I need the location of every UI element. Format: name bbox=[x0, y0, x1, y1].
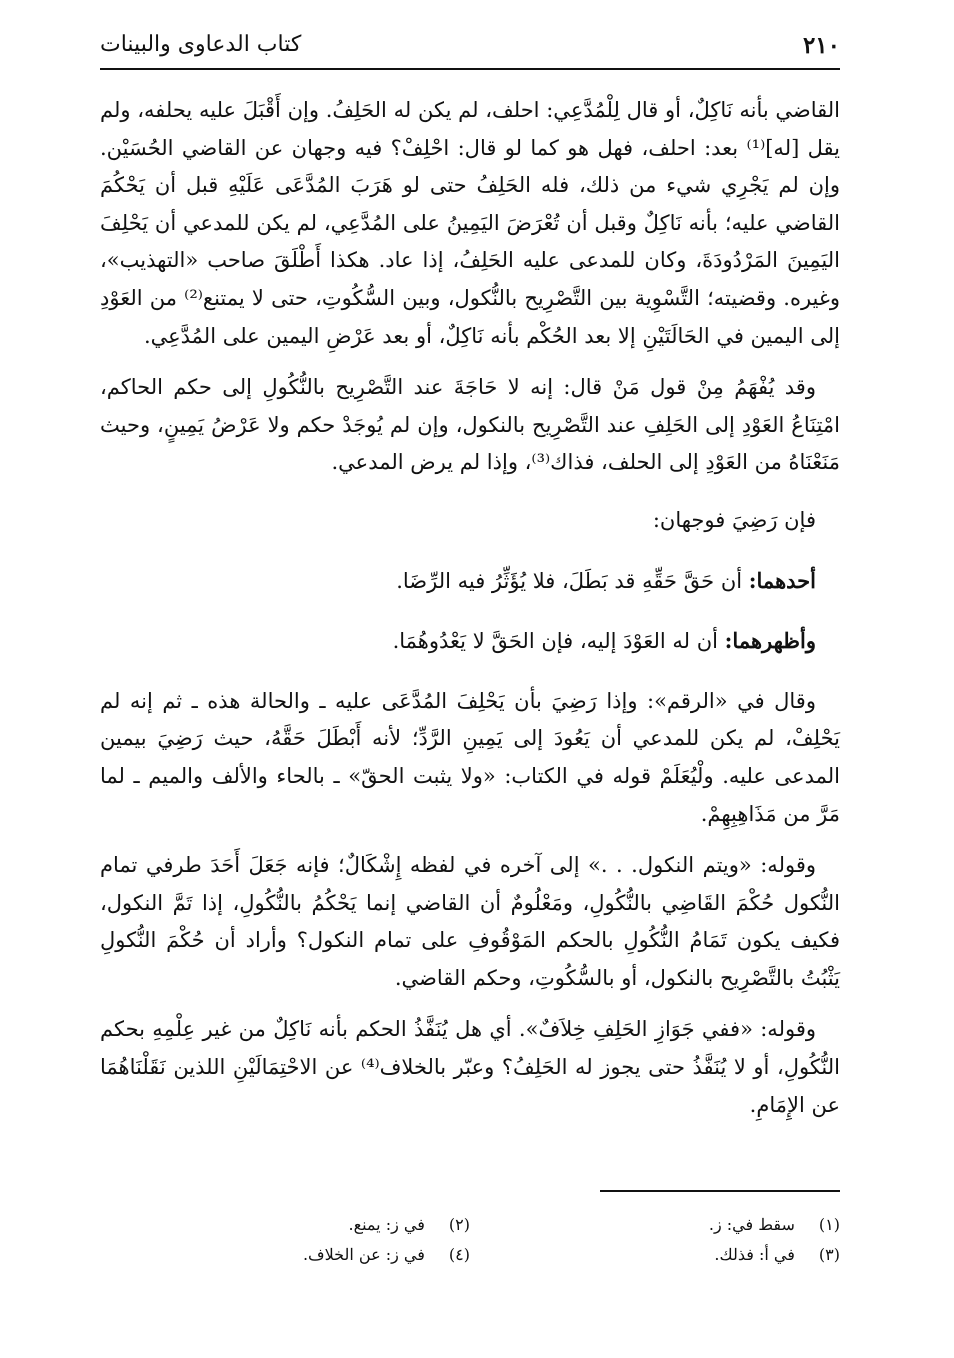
paragraph: القاضي بأنه نَاكِلٌ، أو قال لِلْمُدَّعِي: احلف، لم يكن له الحَلِفُ. وإن أَقْبَلَ عليه يحلفه، ولم يقل [له]⁽¹⁾ بعد: احلف، فهل هو كما لو قال: احْلِفْ؟ فيه وجهان عن القاضي الحُسَيْن. وإن لم يَجْرِي شيء من ذلك، فله الحَلِفُ حتى لو هَرَبَ المُدَّعَى عَلَيْهِ قبل أن يَحْكُمَ القاضي عليه؛ بأنه نَاكِلٌ وقبل أن تُعْرَضَ اليَمِينُ على المُدَّعِي، لم يكن للمدعي أن يَحْلِفَ اليَمِينَ المَرْدُودَةَ، وكان للمدعى عليه الحَلِفُ، إذا عاد. هكذا أَطْلَقَ صاحب «التهذيب»، وغيره. وقضيته؛ التَّسْوِية بين التَّصْرِيح بالنُّكول، وبين السُّكُوتِ، حتى لا يمتنع⁽²⁾ من العَوْدِ إلى اليمين في الحَالَتَيْنِ إلا بعد الحُكْم بأنه نَاكِلٌ، أو بعد عَرْضِ اليمين على المُدَّعِي. bbox=[100, 98, 840, 348]
page bbox=[100, 28, 840, 1264]
footnote-text: في أ: فذلك. bbox=[714, 1245, 795, 1264]
opinion-text: أن حَقَّ حَقِّهِ قد بَطَلَ، فلا يُؤَثِّرُ فيه الرِّضَا. bbox=[396, 568, 743, 593]
running-title: كتاب الدعاوى والبينات bbox=[100, 32, 302, 57]
footnote-number: (٤) bbox=[448, 1245, 470, 1264]
footnote-text: في ز: يمنع. bbox=[348, 1215, 425, 1234]
paragraph: وقال في «الرقم»: وإذا رَضِيَ بأن يَحْلِفَ المُدَّعَى عليه ـ والحالة هذه ـ ثم إنه لم يَحْلِفْ، لم يكن للمدعي أن يَعُودَ إلى يَمِينِ الرَّدِّ؛ لأنه أَبْطَلَ حَقَّهُ، حيث رَضِيَ بيمين المدعى عليه. ولْيُعَلَمْ قوله في الكتاب: «ولا يثبت الحقّ» ـ بالحاء والألف والميم ـ لما مَرَّ من مَذَاهِبِهِمْ. bbox=[100, 688, 840, 826]
footnote-number: (٢) bbox=[448, 1215, 470, 1234]
page-number: ٢١٠ bbox=[802, 32, 840, 59]
footnote bbox=[709, 1210, 840, 1240]
opinion-first bbox=[100, 562, 816, 601]
footnote bbox=[303, 1240, 470, 1270]
opinion-label: وأظهرهما: bbox=[724, 628, 816, 654]
opinion-text: أن له العَوْدَ إليه، فإن الحَقَّ لا يَعْدُوهُمَا. bbox=[392, 629, 718, 654]
paragraph: وقوله: «ويتم النكول. . .» إلى آخره في لفظه إِشْكَالٌ؛ فإنه جَعَلَ أَحَدَ طرفي تمام النُّكول حُكْمَ القَاضِي بالنُّكُولِ، ومَعْلُومٌ أن القاضي إنما يَحْكُمُ بالنُّكُولِ، إذا تَمَّ النكول، فكيف يكون تَمَامُ النُّكُولِ بالحكم المَوْقُوفِ على تمام النكول؟ وأراد أن حُكْمَ النُّكولِ يَثْبُتُ بالتَّصْرِيح بالنكول، أو بالسُّكُوتِ، وحكم القاضي. bbox=[100, 853, 840, 990]
footnote bbox=[349, 1210, 471, 1240]
page-header bbox=[100, 28, 840, 70]
footnote-divider bbox=[600, 1190, 840, 1192]
paragraph: وقد يُفْهَمُ مِنْ قول مَنْ قال: إنه لا حَاجَةَ عند التَّصْرِيح بالنُّكُولِ إلى حكم الحاكم، امْتِنَاعُ العَوْدِ إلى الحَلِفِ عند التَّصْرِيح بالنكول، وإن لم يُوجَدْ حكم ولا عَرْضُ يَمِينٍ، وحيث مَنَعْنَاهُ من العَوْدِ إلى الحلف، فذاك⁽³⁾، وإذا لم يرض المدعي. bbox=[100, 375, 840, 475]
footnote-number: (١) bbox=[818, 1215, 840, 1234]
footnote-text: في ز: عن الخلاف. bbox=[302, 1245, 425, 1264]
main-text bbox=[100, 92, 840, 1124]
footnote-number: (٣) bbox=[818, 1245, 840, 1264]
footnote bbox=[714, 1240, 840, 1270]
opinion-second bbox=[100, 622, 816, 661]
footnote-text: سقط في: ز. bbox=[708, 1215, 795, 1234]
choice-intro: فإن رَضِيَ فوجهان: bbox=[652, 507, 816, 532]
opinion-label: أحدهما: bbox=[748, 567, 816, 593]
paragraph: وقوله: «ففي جَوَازِ الحَلِفِ خِلاَفٌ». أي هل يُنَفَّذُ الحكم بأنه نَاكِلٌ من غير عِلْمِهِ بحكم النُّكُولِ، أو لا يُنَفَّذُ حتى يجوز له الحَلِفُ؟ وعبّر بالخلاف⁽⁴⁾ عن الاحْتِمَالَيْنِ اللذين نَقَلْنَاهُمَا عن الإِمَامِ. bbox=[100, 1017, 840, 1117]
